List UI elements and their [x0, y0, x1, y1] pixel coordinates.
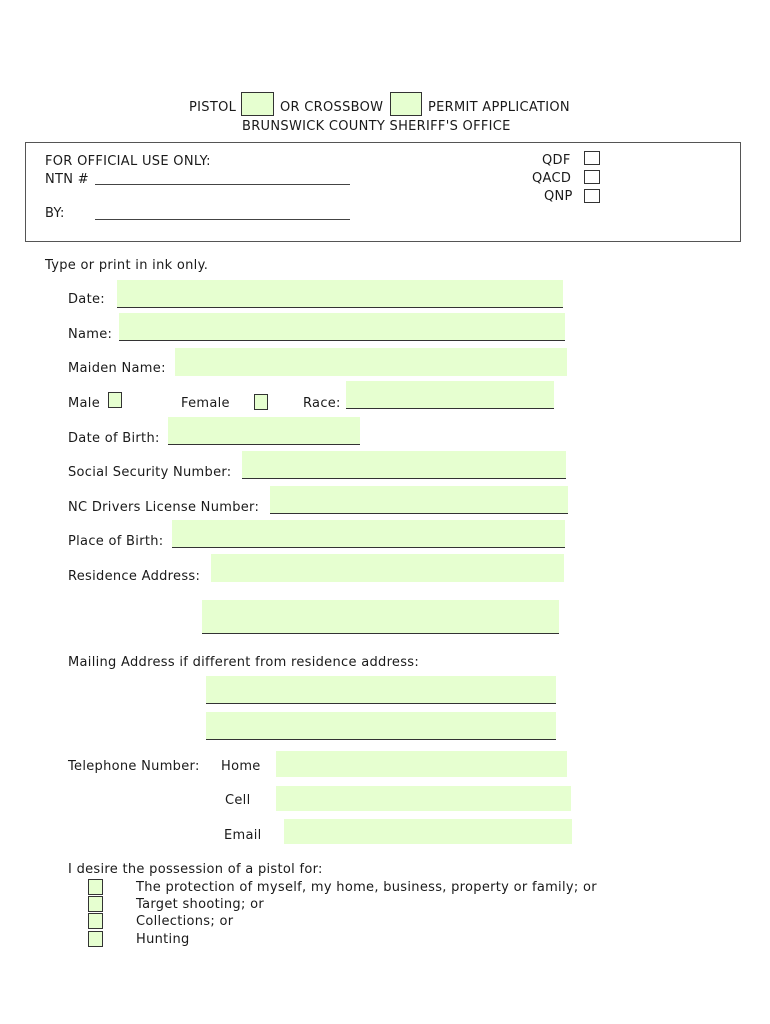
qnp-label: QNP — [544, 189, 573, 204]
date-field[interactable] — [117, 280, 563, 308]
female-checkbox[interactable] — [254, 394, 268, 410]
qdf-label: QDF — [542, 153, 571, 168]
office-title: BRUNSWICK COUNTY SHERIFF'S OFFICE — [242, 119, 511, 134]
home-label: Home — [221, 759, 261, 774]
residence-field-line1[interactable] — [211, 554, 564, 582]
cell-label: Cell — [225, 793, 251, 808]
qacd-checkbox[interactable] — [584, 170, 600, 184]
crossbow-checkbox[interactable] — [390, 92, 422, 116]
pistol-checkbox[interactable] — [241, 92, 274, 116]
purpose-protection-checkbox[interactable] — [88, 879, 103, 895]
purpose-target-label: Target shooting; or — [136, 897, 264, 912]
purpose-protection-label: The protection of myself, my home, business, property or family; or — [136, 880, 597, 895]
place-of-birth-field[interactable] — [172, 520, 565, 548]
race-field[interactable] — [346, 381, 554, 409]
residence-label: Residence Address: — [68, 569, 201, 584]
purpose-hunting-checkbox[interactable] — [88, 931, 103, 947]
instructions-text: Type or print in ink only. — [45, 258, 209, 273]
purpose-collections-checkbox[interactable] — [88, 913, 103, 929]
male-label: Male — [68, 396, 100, 411]
pistol-label: PISTOL — [189, 100, 237, 115]
cell-phone-field[interactable] — [276, 786, 571, 811]
maiden-name-field[interactable] — [175, 348, 567, 376]
place-of-birth-label: Place of Birth: — [68, 534, 164, 549]
qdf-checkbox[interactable] — [584, 151, 600, 165]
name-field[interactable] — [119, 313, 565, 341]
ssn-label: Social Security Number: — [68, 465, 232, 480]
mailing-label: Mailing Address if different from residence address: — [68, 655, 420, 670]
ntn-label: NTN # — [45, 172, 89, 187]
ntn-line — [95, 183, 350, 185]
maiden-name-label: Maiden Name: — [68, 361, 166, 376]
telephone-label: Telephone Number: — [68, 759, 200, 774]
dob-field[interactable] — [168, 417, 360, 445]
by-line — [95, 218, 350, 220]
nc-dl-label: NC Drivers License Number: — [68, 500, 260, 515]
purpose-collections-label: Collections; or — [136, 914, 234, 929]
male-checkbox[interactable] — [108, 392, 122, 408]
permit-application-label: PERMIT APPLICATION — [428, 100, 570, 115]
purpose-intro: I desire the possession of a pistol for: — [68, 862, 323, 877]
name-label: Name: — [68, 327, 113, 342]
dob-label: Date of Birth: — [68, 431, 160, 446]
race-label: Race: — [303, 396, 341, 411]
by-label: BY: — [45, 206, 65, 221]
female-label: Female — [181, 396, 230, 411]
email-field[interactable] — [284, 819, 572, 844]
mailing-field-line1[interactable] — [206, 676, 556, 704]
purpose-target-checkbox[interactable] — [88, 896, 103, 912]
crossbow-label: OR CROSSBOW — [280, 100, 384, 115]
official-use-title: FOR OFFICIAL USE ONLY: — [45, 154, 211, 169]
purpose-hunting-label: Hunting — [136, 932, 190, 947]
residence-field-line2[interactable] — [202, 600, 559, 634]
mailing-field-line2[interactable] — [206, 712, 556, 740]
ssn-field[interactable] — [242, 451, 566, 479]
date-label: Date: — [68, 292, 105, 307]
home-phone-field[interactable] — [276, 751, 567, 777]
nc-dl-field[interactable] — [270, 486, 568, 514]
email-label: Email — [224, 828, 262, 843]
qacd-label: QACD — [532, 171, 572, 186]
qnp-checkbox[interactable] — [584, 189, 600, 203]
